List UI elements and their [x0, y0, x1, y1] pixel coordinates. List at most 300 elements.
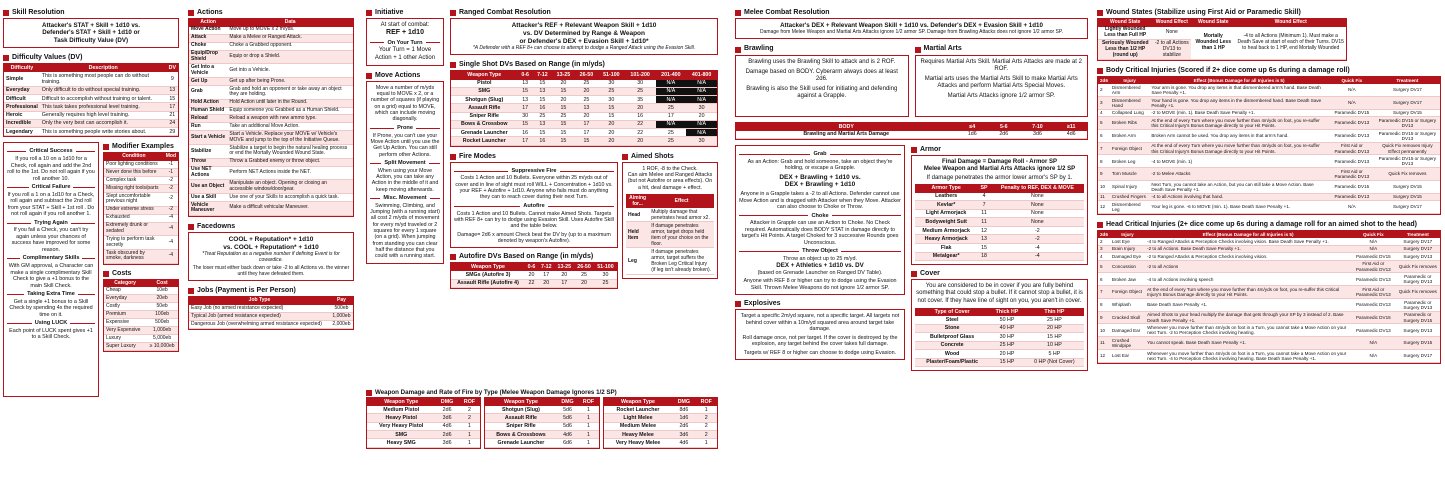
table-cell: 15 — [552, 120, 575, 128]
table-cell: Easy Job (no armed resistance expected) — [189, 305, 330, 312]
table-row — [604, 422, 717, 430]
move-section — [366, 71, 444, 264]
section-title: Costs — [112, 269, 132, 277]
column-header: 0-6 — [525, 263, 538, 271]
table-row — [189, 123, 353, 131]
throw-formula: DEX + Athletics + 1d10 vs. DV — [776, 262, 864, 270]
throw-title: Throw Object — [739, 248, 901, 255]
column-header: 401-800 — [686, 71, 717, 79]
single-shot-section — [450, 60, 718, 146]
table-row — [4, 72, 178, 86]
table-cell: 1 — [459, 439, 481, 447]
table-cell: -2 to Melee Attacks — [1149, 168, 1329, 181]
table-cell: Human Shield — [189, 107, 227, 115]
single-shot-table — [451, 71, 717, 145]
table-cell: 3d6 — [1020, 131, 1056, 139]
table-cell: SMG — [367, 431, 435, 439]
throw-text: (based on Grenade Launcher on Ranged DV Table). — [757, 269, 883, 276]
table-cell: 1 — [578, 406, 598, 414]
weapons-table-1 — [367, 398, 480, 447]
section-title: Skill Resolution — [12, 9, 65, 16]
column-header: Quick Fix — [1351, 231, 1396, 238]
table-cell: Equip/Drop Shield — [189, 50, 227, 64]
table-cell: Manipulate an object. Opening or closing an accessible window/door/gear. — [227, 180, 353, 194]
table-cell: 4d6 — [1055, 131, 1087, 139]
table-cell: Paramedic DV13 — [1329, 193, 1375, 200]
table-cell: Shotgun (Slug) — [451, 96, 518, 104]
table-cell: Use one of your Skills to accomplish a quick task. — [227, 194, 353, 202]
jobs-header — [188, 286, 354, 296]
table-cell: Cheap — [104, 287, 146, 294]
table-cell: -2 — [164, 177, 178, 185]
table-cell: At the end of every Turn where you move further than 4m/yds on foot, you re-suffer this Critical Injury's Bonus Damage directly to your Hit Points. — [1145, 286, 1351, 299]
table-cell: -4 to all Actions involving that hand. — [1149, 193, 1329, 200]
table-cell: At the end of every Turn where you move further than 4m/yds on foot, you re-suffer this Critical Injury's Bonus Damage directly to your Hit Points. — [1149, 142, 1329, 155]
table-row — [451, 87, 717, 95]
table-cell: 6 — [1098, 129, 1110, 142]
table-cell: Assault Rifle (Autofire 4) — [451, 279, 525, 287]
table-cell: Equip or drop a Shield. — [227, 50, 353, 64]
table-cell: 5d6 — [557, 414, 579, 422]
table-cell: 20 — [554, 271, 574, 279]
table-cell: N/A — [1329, 201, 1375, 214]
table-row — [451, 112, 717, 120]
explosives-text: Target a specific 2m/yd square, not a specific target. All targets not behind cover within a 10m/yd squared area around target take damage. — [740, 313, 900, 333]
aimed-text: 1 ROF, -8 to the Check. — [642, 165, 698, 172]
table-cell: Start a Vehicle. Replace your MOVE w/ Vehicle's MOVE and jump to the top of the Initiative Queue. — [227, 131, 353, 145]
table-cell: 3 — [1098, 245, 1110, 252]
table-cell: Paramedic DV13 — [1351, 298, 1396, 311]
table-cell: 20 — [686, 112, 717, 120]
table-row — [189, 320, 353, 328]
table-cell: -2 to all Actions. Base Death Save Penalty +1. — [1145, 245, 1351, 252]
ranged-note: *A Defender with a REF 8+ can choose to attempt to dodge a Ranged Attack using the Evasion Skill. — [472, 45, 696, 52]
column-header: Action — [189, 19, 227, 27]
dv-header — [3, 53, 179, 63]
table-cell: Get up after being Prone. — [227, 77, 353, 85]
column-header: Pay — [330, 297, 353, 305]
wound-effect: None — [1152, 27, 1191, 40]
column-header: 7-12 — [533, 71, 552, 79]
facedown-formula: vs. COOL + Reputation* + 1d10 — [223, 243, 319, 251]
table-cell: 2 — [1098, 238, 1110, 245]
dv-section — [3, 53, 179, 137]
ranged-section — [450, 8, 718, 55]
table-cell: 25 — [594, 279, 617, 287]
critical-box — [3, 142, 99, 397]
table-row — [915, 244, 1084, 253]
table-cell: 20eb — [146, 295, 178, 303]
table-cell: 25 — [625, 87, 656, 95]
table-cell: Crushed Fingers — [1110, 193, 1149, 200]
table-cell: 1 — [578, 439, 598, 447]
table-row — [1098, 273, 1440, 286]
table-row — [189, 313, 353, 321]
column-header: 2d6 — [1100, 77, 1108, 83]
column-header: Category — [104, 280, 146, 288]
table-row — [451, 96, 717, 104]
section-title: Ranged Combat Resolution — [459, 9, 551, 16]
table-cell: Paramedic DV15 — [1329, 180, 1375, 193]
table-cell: 1 — [695, 439, 717, 447]
table-row — [189, 50, 353, 64]
move-box — [366, 81, 444, 264]
table-cell: -4 — [991, 244, 1084, 253]
table-row — [189, 42, 353, 50]
table-cell: 15 — [552, 129, 575, 137]
armor-section — [911, 145, 1088, 265]
table-row — [104, 206, 178, 214]
column-header: ROF — [695, 398, 717, 406]
table-cell: 500eb — [146, 319, 178, 327]
table-row — [915, 350, 1084, 359]
table-cell: 16 — [533, 104, 552, 112]
table-row — [451, 137, 717, 145]
table-cell: Legendary — [4, 128, 40, 136]
table-cell: 30 — [598, 80, 625, 88]
table-row — [1098, 142, 1440, 155]
table-cell: Take an additional Move Action. — [227, 123, 353, 131]
weapons-table-2 — [485, 398, 598, 447]
table-cell: Complex task — [104, 177, 164, 185]
modifier-section — [103, 142, 179, 264]
table-row — [451, 80, 717, 88]
table-cell: 13 — [533, 87, 552, 95]
table-row — [1098, 238, 1440, 245]
table-cell: 5 HP — [1025, 350, 1084, 359]
table-row — [189, 99, 353, 107]
column-header: Effect (Bonus Damage for all Injuries is 5) — [1149, 77, 1329, 84]
table-cell: None — [991, 193, 1084, 201]
aimed-box — [622, 162, 718, 279]
table-cell: Quick Fix removes — [1396, 260, 1440, 273]
table-cell: Everyday — [104, 295, 146, 303]
brawling-header — [735, 44, 909, 54]
suppressive-title: Suppressive Fire — [454, 168, 614, 175]
column-header: 51-100 — [594, 263, 617, 271]
table-cell: Damaged Ear — [1110, 324, 1145, 337]
table-cell: Use NET Actions — [189, 166, 227, 180]
table-cell: 8 — [1098, 298, 1110, 311]
table-cell: 20 — [598, 137, 625, 145]
table-row — [1098, 117, 1440, 130]
table-row — [1098, 180, 1440, 193]
table-cell: SMG — [451, 87, 518, 95]
table-cell: None — [991, 209, 1084, 218]
ranged-formula: or Defender's DEX + Evasion Skill + 1d10* — [519, 37, 649, 45]
table-cell: 30 — [594, 271, 617, 279]
table-cell: Broken Jaw — [1110, 273, 1145, 286]
table-cell: Heavy Armorjack — [915, 235, 977, 244]
fire-modes-section — [450, 152, 618, 249]
table-cell: 2d6 — [435, 406, 458, 414]
table-cell: 12 — [977, 226, 990, 235]
cover-table — [915, 308, 1084, 368]
armor-table — [915, 184, 1084, 261]
table-cell: Missing right tools/parts — [104, 185, 164, 193]
table-cell: Paramedic DV13 — [1329, 129, 1375, 142]
column-header: 101-200 — [625, 71, 656, 79]
critical-failure-title: Critical Failure — [7, 184, 95, 191]
table-cell: If damage penetrates armor, target drops held item of your choice on the floor. — [649, 222, 714, 248]
armor-text: If damage penetrates the armor lower armor's SP by 1. — [926, 175, 1073, 182]
table-cell: Make a difficult vehicular Maneuver. — [227, 201, 353, 215]
table-cell: 13 — [533, 120, 552, 128]
table-cell: Start a Vehicle — [189, 131, 227, 145]
facedown-text: The loser must either back down or take -2 to all Actions vs. the winner until they have defeated them. — [192, 265, 350, 278]
move-text: Move a number of m/yds equal to MOVE x 2, or a number of squares (if playing on a grid) equal to MOVE, which can include moving diagonally. — [370, 84, 440, 123]
table-cell: Crushed Windpipe — [1110, 337, 1145, 350]
table-row — [189, 107, 353, 115]
table-row — [104, 335, 178, 343]
table-cell: This task takes professional level training. — [40, 103, 167, 111]
table-row — [1098, 349, 1440, 362]
column-header: Weapon Type — [451, 263, 525, 271]
weapons-header — [366, 388, 718, 397]
column-header: Quick Fix — [1329, 77, 1375, 84]
grab-explosives — [735, 145, 905, 371]
table-cell: Reload a weapon with new ammo type. — [227, 115, 353, 123]
table-cell: Broken Arm cannot be used. You drop any items in that arm's hand. — [1149, 129, 1329, 142]
split-text: When using your Move Action, you can take any Action in the middle of it and keep moving afterwards. — [371, 167, 439, 193]
table-row — [189, 64, 353, 78]
ranged-header — [450, 8, 718, 18]
column-header: ≤4 — [956, 123, 988, 131]
table-cell: 1 — [578, 422, 598, 430]
section-title: Autofire DVs Based on Range (in m/yds) — [459, 253, 594, 261]
table-row — [104, 177, 178, 185]
column-header: BODY — [736, 123, 956, 131]
costs-header — [103, 269, 179, 279]
autofire-title: Autofire — [454, 203, 614, 210]
table-cell: N/A — [1329, 97, 1375, 110]
wound-effect: -2 to all Actions DV13 to stabilize — [1152, 40, 1191, 59]
table-cell: Get Into a Vehicle — [189, 64, 227, 78]
column-header: Effect (Bonus Damage for all Injuries is 5) — [1145, 231, 1351, 238]
table-cell: 20 — [574, 279, 594, 287]
table-cell: Paramedic or Surgery DV13 — [1396, 273, 1440, 286]
table-cell: 25 HP — [989, 341, 1024, 350]
jobs-section — [188, 286, 354, 330]
actions-section — [188, 8, 354, 217]
table-row — [451, 120, 717, 128]
table-cell: Never done this before — [104, 169, 164, 177]
table-cell: 20 — [538, 279, 554, 287]
autofire-damage-text: Damage= 2d6 x amount Check beat the DV by (up to a maximum denoted by weapon's Autofire). — [457, 231, 611, 244]
table-row — [736, 131, 1087, 139]
table-row — [1098, 324, 1440, 337]
column-header: SP — [977, 184, 990, 192]
table-row — [189, 34, 353, 42]
fire-modes-box — [450, 162, 618, 249]
table-cell: Vehicle Maneuver — [189, 201, 227, 215]
facedowns-section — [188, 222, 354, 282]
table-cell: This is something people write stories about. — [40, 128, 167, 136]
table-cell: SMGs (Autofire 3) — [451, 271, 525, 279]
table-cell: Attack — [189, 34, 227, 42]
table-cell: Use a Skill — [189, 194, 227, 202]
aimed-header — [622, 152, 718, 162]
table-cell: 17 — [575, 120, 598, 128]
prone-title: Prone — [370, 125, 440, 132]
table-cell: -2 — [991, 226, 1084, 235]
modifier-header — [103, 142, 179, 152]
table-cell: Stabilize — [189, 145, 227, 159]
table-cell: Generally requires high level training. — [40, 111, 167, 119]
table-cell: First Aid or Paramedic DV13 — [1351, 286, 1396, 299]
column-header: Wound Effect — [1152, 19, 1191, 27]
critical-success-title: Critical Success — [7, 148, 95, 155]
table-cell: 4 — [1098, 253, 1110, 260]
table-row — [189, 158, 353, 166]
column-header: Type of Cover — [915, 308, 989, 316]
table-cell: -4 — [164, 236, 178, 250]
table-cell: N/A — [686, 129, 717, 137]
column-header: Data — [227, 19, 353, 27]
table-cell: Slept uncomfortable previous night — [104, 192, 164, 206]
table-cell: Costly — [104, 303, 146, 311]
section-title: Armor — [920, 145, 942, 153]
aimed-table — [626, 194, 714, 275]
table-cell: 12 — [1098, 349, 1110, 362]
table-cell: 17 — [167, 103, 178, 111]
skill-formula — [3, 18, 179, 48]
table-cell: Surgery DV15 — [1396, 337, 1440, 350]
table-cell: 2 — [695, 431, 717, 439]
table-cell: 2d6 — [988, 131, 1020, 139]
table-cell: Heroic — [4, 111, 40, 119]
table-cell: Stone — [915, 324, 989, 333]
autofire-text: Costs 1 Action and 10 Bullets. Cannot make Aimed Shots. Targets with REF 8+ can try to dodge using Evasion Skill. Uses Autofire Skill and the table below. — [454, 210, 614, 230]
table-cell: Choke — [189, 42, 227, 50]
table-cell: Surgery DV17 — [1375, 84, 1440, 96]
brawl-text: Brawling is also the Skill used for initiating and defending against a Grapple. — [746, 86, 898, 100]
luck-text: Each point of LUCK spent gives +1 to a Skill Check. — [9, 327, 93, 341]
table-cell: -2 — [164, 192, 178, 206]
column-actions — [188, 8, 354, 330]
table-row — [1098, 245, 1440, 252]
grab-text: As an Action: Grab and hold someone, take an object they're holding, or escape a Grapple. — [747, 158, 893, 172]
mods-costs — [103, 142, 179, 397]
table-cell: 5,000eb — [146, 335, 178, 343]
table-cell: 16 — [533, 137, 552, 145]
wound-section — [1097, 8, 1441, 61]
table-cell: Paramedic DV15 — [1351, 253, 1396, 260]
table-cell: N/A — [656, 96, 687, 104]
table-cell: Bodyweight Suit — [915, 218, 977, 227]
table-row — [1098, 129, 1440, 142]
facedowns-header — [188, 222, 354, 232]
column-initiative — [366, 8, 444, 264]
table-row — [915, 226, 1084, 235]
table-cell: Broken Ribs — [1110, 117, 1149, 130]
table-cell: 22 — [625, 120, 656, 128]
column-header: ≥11 — [1055, 123, 1087, 131]
table-cell: Get into a Vehicle. — [227, 64, 353, 78]
table-cell: Bulletproof Glass — [915, 333, 989, 342]
table-cell: Throw a Grabbed enemy or throw object. — [227, 158, 353, 166]
move-header — [366, 71, 444, 81]
table-cell: Dismembered Leg — [1110, 201, 1149, 214]
column-header: DMG — [435, 398, 458, 406]
table-cell: 30 — [625, 80, 656, 88]
table-cell: Paramedic DV15 — [1329, 109, 1375, 116]
table-cell: N/A — [1351, 337, 1396, 350]
table-cell: 4d6 — [435, 422, 458, 430]
melee-section — [735, 8, 1088, 39]
choke-text: Attacker in Grapple can use an Action to Choke. No Check required. Automatically does BODY STAT in damage directly to target's Hit Points. A target Choked for 3 successive Rounds goes Unconscious. — [741, 220, 899, 246]
table-cell: 4 — [1098, 109, 1110, 116]
table-row — [915, 333, 1084, 342]
table-row — [4, 119, 178, 127]
table-cell: Everyday — [4, 86, 40, 94]
column-header: Thick HP — [989, 308, 1024, 316]
table-cell: 1 — [578, 431, 598, 439]
table-cell: -4 to MOVE (min. 1) — [1149, 155, 1329, 168]
table-row — [485, 422, 598, 430]
table-cell: 13 — [518, 96, 533, 104]
table-cell: 5d6 — [557, 422, 579, 430]
explosives-box — [735, 309, 905, 360]
column-header: Wound State — [1098, 19, 1152, 27]
section-title: Weapon Damage and Rate of Fire by Type (Melee Weapon Damage Ignores 1/2 SP) — [375, 389, 617, 396]
table-cell: Heavy SMG — [367, 439, 435, 447]
table-cell: 7 — [1098, 142, 1110, 155]
table-row — [104, 236, 178, 250]
table-cell: 2d6 — [672, 422, 695, 430]
initiative-text: At start of combat: — [380, 22, 430, 29]
throw-text: Throw an object up to 25 m/yd. — [782, 255, 857, 262]
table-cell: N/A — [1329, 84, 1375, 96]
table-cell: -2 to all Actions — [1145, 260, 1351, 273]
table-cell: Surgery DV13 — [1396, 253, 1440, 260]
table-cell: Brawling and Martial Arts Damage — [736, 131, 956, 139]
luck-title: Using LUCK — [7, 320, 95, 327]
table-row — [915, 324, 1084, 333]
table-cell: 7 — [977, 201, 990, 210]
table-row — [915, 201, 1084, 210]
table-row — [104, 342, 178, 350]
fire-autofire — [450, 152, 618, 289]
table-row — [189, 77, 353, 85]
column-header: Aiming for... — [626, 194, 649, 208]
table-cell: Plaster/Foam/Plastic — [915, 358, 989, 367]
column-header: Description — [40, 64, 167, 72]
table-cell: Medium Pistol — [367, 406, 435, 414]
table-row — [189, 166, 353, 180]
table-cell: N/A — [1351, 238, 1396, 245]
table-row — [367, 431, 480, 439]
table-row — [189, 180, 353, 194]
table-cell: Your hand is gone. You drop any items in the dismembered hand. Base Death Save Penalty +1. — [1149, 97, 1329, 110]
table-cell: Head — [626, 208, 649, 222]
section-title: Actions — [197, 9, 223, 16]
table-cell: 16 — [625, 112, 656, 120]
armor-formula: Melee Weapon and Martial Arts Attacks ignore 1/2 SP — [923, 166, 1076, 173]
table-row — [104, 249, 178, 263]
table-cell: 25 — [533, 112, 552, 120]
table-cell: 20 HP — [989, 350, 1024, 359]
table-cell: 25 — [598, 87, 625, 95]
table-cell: 16 — [518, 129, 533, 137]
table-cell: -1 — [164, 161, 178, 168]
column-header: 26-50 — [575, 71, 598, 79]
table-cell: 6d6 — [557, 439, 579, 447]
table-row — [1098, 201, 1440, 214]
modifier-table — [104, 153, 178, 263]
table-row — [1098, 298, 1440, 311]
table-cell: N/A — [656, 87, 687, 95]
